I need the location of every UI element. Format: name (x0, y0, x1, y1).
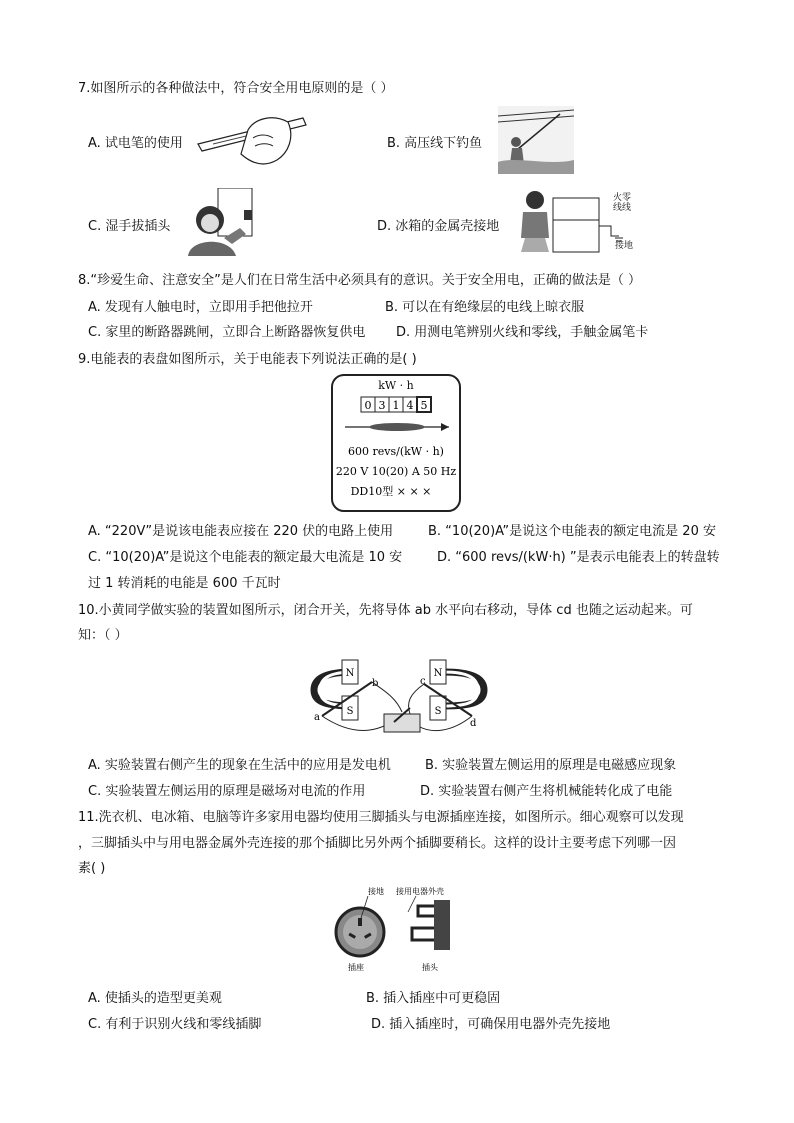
q8-option-b[interactable]: B. 可以在有绝缘层的电线上晾衣服 (385, 300, 585, 315)
q10-option-a[interactable]: A. 实验装置右侧产生的现象在生活中的应用是发电机 (88, 758, 391, 773)
q11-stem-line2: ，三脚插头中与用电器金属外壳连接的那个插脚比另外两个插脚要稍长。这样的设计主要考虑下列哪一因 (78, 836, 677, 851)
q11-fig-socket-label: 插座 (348, 963, 364, 972)
q7-stem: 7.如图所示的各种做法中，符合安全用电原则的是（ ） (78, 81, 394, 96)
q10-stem-line2: 知：（ ） (78, 628, 128, 643)
q10-left-s-pole: S (346, 706, 354, 717)
q11-option-d[interactable]: D. 插入插座时，可确保用电器外壳先接地 (371, 1017, 611, 1032)
q7-figure-d-fridge-ground (515, 186, 640, 256)
q9-stem: 9.电能表的表盘如图所示，关于电能表下列说法正确的是( ) (78, 352, 417, 367)
q11-stem-line1: 11.洗衣机、电冰箱、电脑等许多家用电器均使用三脚插头与电源插座连接，如图所示。细心观察可以发现 (78, 810, 684, 825)
q10-label-d: d (470, 718, 477, 729)
q9-meter-revs: 600 revs/(kW · h) (348, 445, 444, 458)
q10-label-b: b (372, 678, 379, 689)
q11-fig-plug-label: 插头 (422, 963, 438, 972)
q7-option-c[interactable]: C. 湿手拔插头 (88, 219, 171, 234)
q10-right-s-pole: S (434, 706, 442, 717)
q7-option-b[interactable]: B. 高压线下钓鱼 (387, 136, 483, 151)
meter-digit-5: 5 (420, 399, 428, 412)
q9-energy-meter-figure (331, 374, 461, 512)
q9-option-d-line2: 过 1 转消耗的电能是 600 千瓦时 (88, 576, 281, 591)
meter-digit-3: 1 (392, 399, 400, 412)
q11-fig-ground-label: 接地 (368, 887, 384, 896)
q11-option-c[interactable]: C. 有利于识别火线和零线插脚 (88, 1017, 262, 1032)
q10-switch (384, 714, 420, 732)
q7-option-a[interactable]: A. 试电笔的使用 (88, 136, 183, 151)
q7-fig-d-label-fire-zero: 火零 (613, 193, 632, 203)
q10-option-d[interactable]: D. 实验装置右侧产生将机械能转化成了电能 (420, 784, 673, 799)
q7-figure-a-test-pen (193, 108, 313, 170)
q10-option-c[interactable]: C. 实验装置左侧运用的原理是磁场对电流的作用 (88, 784, 366, 799)
q11-option-b[interactable]: B. 插入插座中可更稳固 (366, 991, 501, 1006)
q8-option-d[interactable]: D. 用测电笔辨别火线和零线，手触金属笔卡 (396, 325, 649, 340)
q9-meter-model: DD10型 × × × (350, 485, 432, 498)
q7-option-d[interactable]: D. 冰箱的金属壳接地 (377, 219, 500, 234)
q11-option-a[interactable]: A. 使插头的造型更美观 (88, 991, 222, 1006)
q11-plug-socket-figure (332, 880, 468, 974)
q7-figure-c-wet-hands (180, 188, 266, 258)
q9-option-b[interactable]: B. “10(20)A”是说这个电能表的额定电流是 20 安 (428, 524, 716, 539)
q8-stem: 8.“珍爱生命、注意安全”是人们在日常生活中必须具有的意识。关于安全用电，正确的做法是（ ） (78, 273, 642, 288)
q7-fig-d-label-ground: 接地 (615, 241, 634, 251)
q10-experiment-figure (306, 652, 492, 740)
meter-digit-2: 3 (378, 399, 386, 412)
q9-meter-unit: kW · h (378, 379, 414, 392)
q11-stem-line3: 素( ) (78, 861, 106, 876)
meter-digit-4: 4 (406, 399, 414, 412)
q8-option-c[interactable]: C. 家里的断路器跳闸，立即合上断路器恢复供电 (88, 325, 366, 340)
q10-left-n-pole: N (345, 668, 355, 679)
q9-meter-disc (369, 423, 425, 431)
q10-label-c: c (420, 676, 426, 687)
q10-stem-line1: 10.小黄同学做实验的装置如图所示，闭合开关，先将导体 ab 水平向右移动，导体 cd 也随之运动起来。可 (78, 603, 693, 618)
q11-fig-case-label: 接用电器外壳 (396, 887, 444, 896)
q9-option-c[interactable]: C. “10(20)A”是说这个电能表的额定最大电流是 10 安 (88, 550, 403, 565)
q9-option-a[interactable]: A. “220V”是说该电能表应接在 220 伏的电路上使用 (88, 524, 394, 539)
q11-plug (434, 900, 450, 950)
q10-option-b[interactable]: B. 实验装置左侧运用的原理是电磁感应现象 (425, 758, 677, 773)
q9-meter-rating: 220 V 10(20) A 50 Hz (335, 465, 457, 478)
q7-figure-b-fishing (498, 106, 574, 174)
q10-right-n-pole: N (433, 668, 443, 679)
q10-label-a: a (314, 712, 320, 723)
q9-meter-digits (361, 397, 431, 412)
q8-option-a[interactable]: A. 发现有人触电时，立即用手把他拉开 (88, 300, 313, 315)
meter-digit-1: 0 (364, 399, 372, 412)
q9-option-d-line1[interactable]: D. “600 revs/(kW·h) ”是表示电能表上的转盘转 (437, 550, 720, 565)
q7-fig-d-label-lines: 线线 (613, 203, 632, 213)
